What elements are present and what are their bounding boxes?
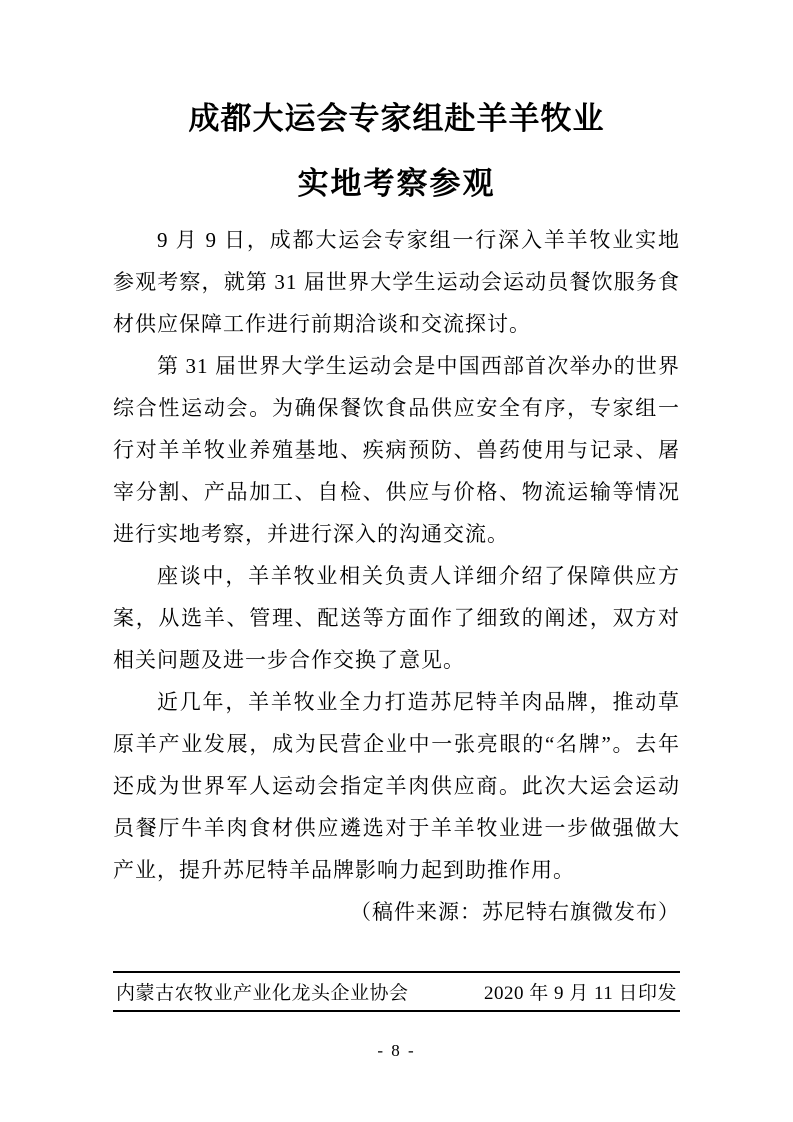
body-paragraph-2: 第 31 届世界大学生运动会是中国西部首次举办的世界综合性运动会。为确保餐饮食品供应安全有序，专家组一行对羊羊牧业养殖基地、疾病预防、兽药使用与记录、屠宰分割、产品加工、自检、供应与价格、物流运输等情况进行实地考察，并进行深入的沟通交流。 (113, 354, 680, 546)
document-title-line2: 实地考察参观 (297, 166, 496, 201)
page-number: - 8 - (377, 1041, 416, 1060)
body-paragraph-4: 近几年，羊羊牧业全力打造苏尼特羊肉品牌，推动草原羊产业发展，成为民营企业中一张亮眼的“名牌”。去年还成为世界军人运动会指定羊肉供应商。此次大运会运动员餐厅牛羊肉食材供应遴选对于羊羊牧业进一步做强做大产业，提升苏尼特羊品牌影响力起到助推作用。 (113, 690, 680, 882)
document-footer (113, 971, 680, 1012)
source-attribution: （稿件来源：苏尼特右旗微发布） (350, 900, 680, 924)
document-body (113, 219, 680, 933)
body-paragraph-3: 座谈中，羊羊牧业相关负责人详细介绍了保障供应方案，从选羊、管理、配送等方面作了细致的阐述，双方对相关问题及进一步合作交换了意见。 (113, 564, 680, 672)
body-paragraph-1: 9 月 9 日，成都大运会专家组一行深入羊羊牧业实地参观考察，就第 31 届世界大学生运动会运动员餐饮服务食材供应保障工作进行前期洽谈和交流探讨。 (113, 228, 680, 336)
print-date: 2020 年 9 月 11 日印发 (483, 983, 677, 1004)
issuing-organization: 内蒙古农牧业产业化龙头企业协会 (116, 983, 409, 1004)
document-title-line1: 成都大运会专家组赴羊羊牧业 (188, 101, 605, 136)
